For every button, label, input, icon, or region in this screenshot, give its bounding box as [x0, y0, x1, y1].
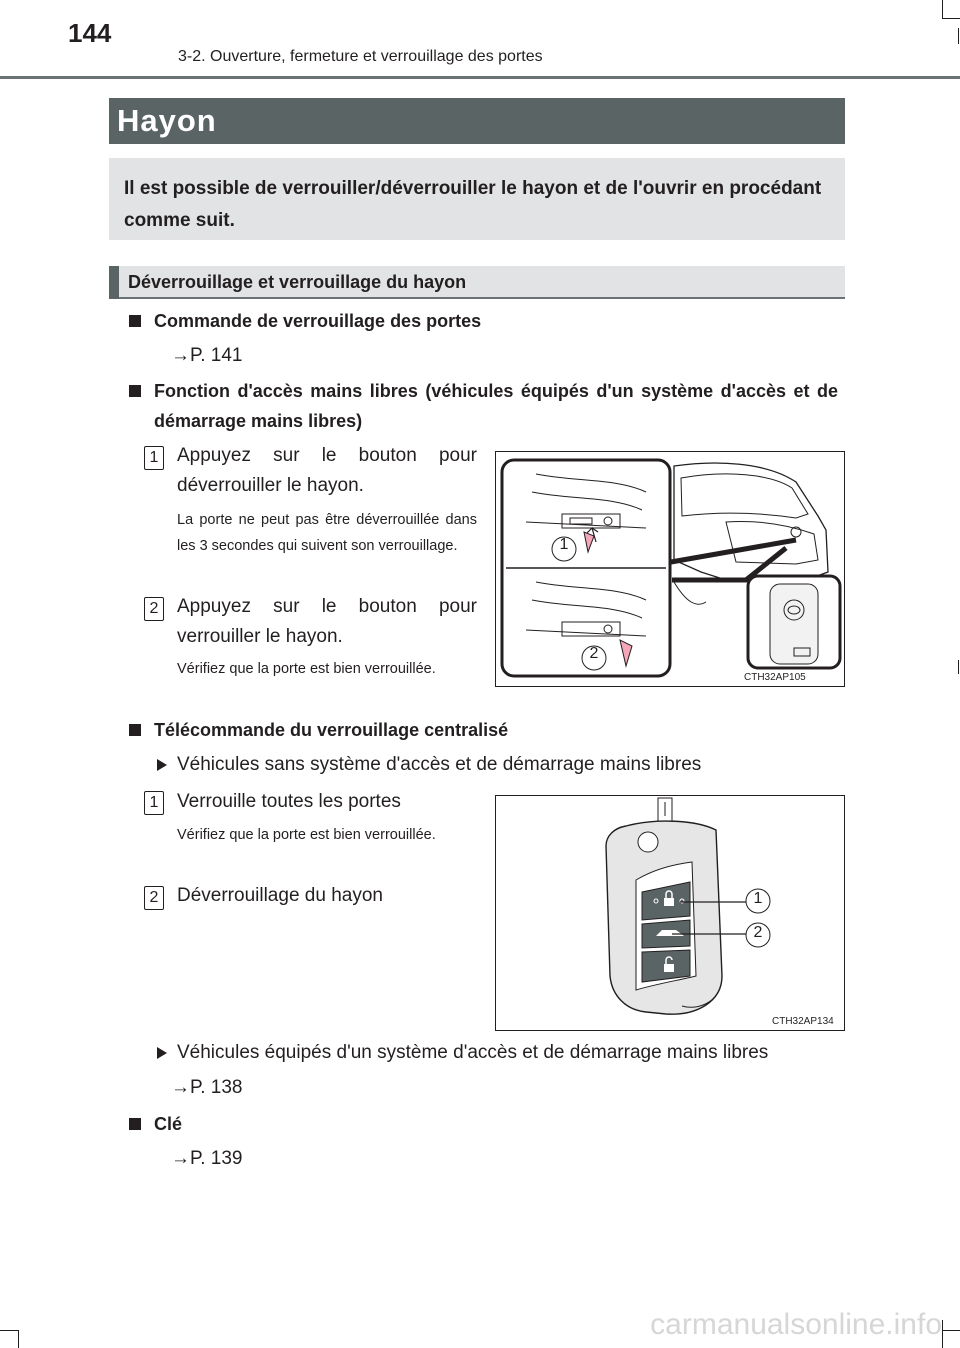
section-bar-accent: [109, 266, 119, 299]
crop-mark: [0, 1330, 18, 1331]
bullet-square: [129, 1118, 141, 1130]
item-heading-door-lock: Commande de verrouillage des portes: [154, 311, 482, 331]
sub-bullet-triangle: [157, 1047, 167, 1059]
bullet-square: [129, 724, 141, 736]
ref-smart-system[interactable]: →P. 138: [171, 1077, 243, 1098]
figure-callout-2: 2: [589, 645, 599, 662]
crop-mark: [942, 18, 960, 19]
step-note: Vérifiez que la porte est bien verrouillée.: [177, 661, 436, 677]
step-note: Vérifiez que la porte est bien verrouillée.: [177, 827, 436, 843]
remote-key-illustration: [496, 796, 844, 1030]
step-number: 2: [144, 886, 164, 910]
crop-mark: [958, 660, 959, 674]
page-number: 144: [68, 18, 112, 48]
title-bar: [109, 98, 845, 144]
ref-key[interactable]: →P. 139: [171, 1148, 243, 1169]
figure-callout-1: 1: [753, 890, 763, 907]
figure-smart-entry: [495, 451, 845, 687]
item-heading-remote: Télécommande du verrouillage centralisé: [154, 720, 509, 740]
figure-callout-2: 2: [753, 924, 763, 941]
step-number: 1: [144, 446, 164, 470]
step-number: 1: [144, 791, 164, 815]
figure-callout-1: 1: [559, 536, 569, 553]
step-text: Déverrouillage du hayon: [177, 885, 383, 906]
intro-text: Il est possible de verrouiller/déverrouiller le hayon et de l'ouvrir en procédant comme suit.: [124, 178, 822, 231]
running-title: 3-2. Ouverture, fermeture et verrouillage des portes: [178, 48, 543, 65]
tailgate-illustration: [496, 452, 844, 686]
ref-door-lock[interactable]: →P. 141: [171, 345, 243, 366]
sub-bullet-triangle: [157, 759, 167, 771]
item-heading-smart: Fonction d'accès mains libres (véhicules équipés d'un système d'accès et de démarrage mains libres): [154, 381, 838, 431]
page-title: Hayon: [117, 103, 217, 138]
header-rule: [0, 76, 960, 79]
step-text: Appuyez sur le bouton pour déverrouiller le hayon.: [177, 445, 477, 496]
figure-code: CTH32AP134: [772, 1016, 834, 1027]
crop-mark: [958, 28, 959, 44]
sub-heading: Véhicules équipés d'un système d'accès et de démarrage mains libres: [177, 1042, 769, 1063]
step-number: 2: [144, 597, 164, 621]
step-note: La porte ne peut pas être déverrouillée dans les 3 secondes qui suivent son verrouillage.: [177, 512, 477, 554]
crop-mark: [942, 1330, 960, 1331]
step-text: Appuyez sur le bouton pour verrouiller le hayon.: [177, 596, 477, 647]
figure-code: CTH32AP105: [744, 672, 806, 683]
bullet-square: [129, 315, 141, 327]
section-heading: Déverrouillage et verrouillage du hayon: [128, 272, 467, 292]
step-text: Verrouille toutes les portes: [177, 791, 401, 812]
figure-remote: [495, 795, 845, 1031]
item-heading-key: Clé: [154, 1114, 183, 1134]
watermark: carmanualsonline.info: [650, 1308, 942, 1341]
crop-mark: [18, 1330, 19, 1348]
bullet-square: [129, 385, 141, 397]
sub-heading: Véhicules sans système d'accès et de démarrage mains libres: [177, 754, 702, 775]
crop-mark: [942, 1320, 943, 1348]
crop-mark: [942, 0, 943, 18]
